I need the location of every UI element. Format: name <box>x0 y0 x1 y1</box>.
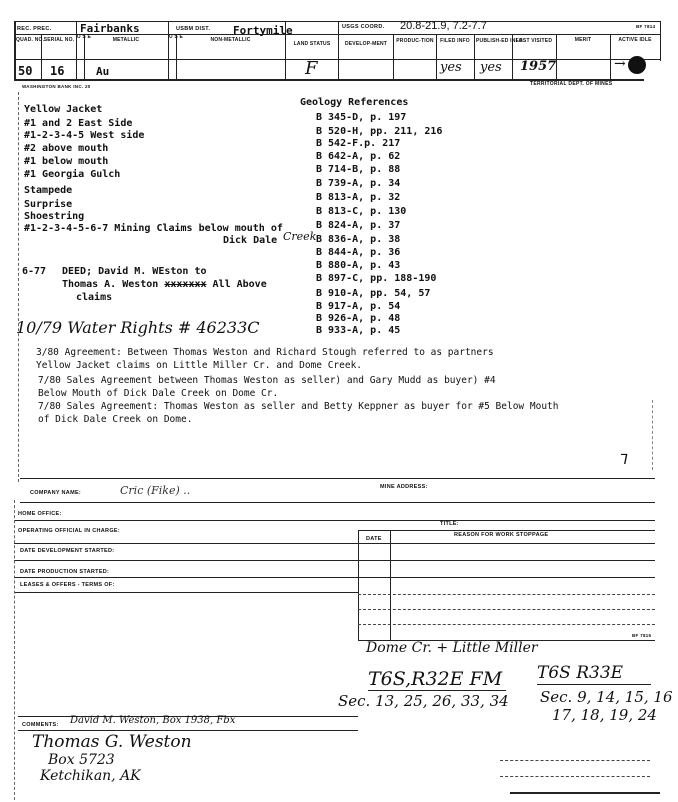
signature-3: Ketchikan, AK <box>40 768 141 784</box>
claim-5: #1 Georgia Gulch <box>24 169 121 180</box>
col-non-metallic: NON-METALLIC <box>210 37 251 43</box>
col-last-visited: LAST VISITED <box>515 38 553 44</box>
township-1: T6S,R32E FM <box>368 668 503 690</box>
geology-ref: B 714-B, p. 88 <box>316 164 401 175</box>
col-production: PRODUC-TION <box>396 38 434 44</box>
col-published-info: PUBLISH-ED INFO <box>476 38 523 44</box>
deed-line3: claims <box>76 292 113 303</box>
geology-ref: B 520-H, pp. 211, 216 <box>316 126 443 137</box>
land-status-value: F <box>305 58 318 79</box>
title-label: TITLE: <box>440 521 459 527</box>
geology-ref: B 836-A, p. 38 <box>316 234 401 245</box>
claim-8: Shoestring <box>24 211 85 222</box>
quad-value: 50 <box>18 64 33 78</box>
claim-2: #1-2-3-4-5 West side <box>24 130 145 141</box>
printer-label: WASHINGTON BANK INC. 20 <box>22 84 91 89</box>
claim-cont-hand: Creek <box>283 230 317 243</box>
claim-4: #1 below mouth <box>24 156 109 167</box>
geology-ref: B 910-A, pp. 54, 57 <box>316 288 431 299</box>
deed-line2: Thomas A. Weston xxxxxxx All Above <box>62 279 267 290</box>
form-number: BF 7814 <box>636 24 656 29</box>
col-metallic: METALLIC <box>112 37 140 43</box>
deed-date: 6-77 <box>22 266 47 277</box>
col-quad: QUAD. NO. <box>16 37 45 43</box>
deed-line1: DEED; David M. WEston to <box>62 266 207 277</box>
geology-title: Geology References <box>300 97 409 108</box>
township-1-sections: Sec. 13, 25, 26, 33, 34 <box>338 692 509 710</box>
agreement-4: 7/80 Sales Agreement: Thomas Weston as seller and Betty Keppner as buyer for #5 Below Mouth <box>38 401 559 412</box>
active-mark-icon: → <box>614 56 626 72</box>
serial-value: 16 <box>50 64 65 78</box>
territorial-label: TERRITORIAL DEPT. OF MINES <box>530 81 613 87</box>
corner-mark-icon: ⅂ <box>620 452 628 468</box>
claim-9: #1-2-3-4-5-6-7 Mining Claims below mouth of <box>24 223 283 234</box>
rec-prec-value: Fairbanks <box>80 22 140 35</box>
agreement-3: Below Mouth of Dick Dale Creek on Dome Cr. <box>38 388 279 399</box>
claim-0: Yellow Jacket <box>24 104 103 115</box>
claim-3: #2 above mouth <box>24 143 109 154</box>
township-2-sections-2: 17, 18, 19, 24 <box>552 706 657 724</box>
col-use-2: U S E <box>169 34 184 40</box>
prod-started-label: DATE PRODUCTION STARTED: <box>20 569 110 575</box>
usgs-coord-value: 20.8-21.9, 7.2-7.7 <box>400 20 487 32</box>
geology-ref: B 926-A, p. 48 <box>316 313 401 324</box>
reason-col-label: REASON FOR WORK STOPPAGE <box>454 532 549 538</box>
geology-ref: B 739-A, p. 34 <box>316 178 401 189</box>
township-2-sections-1: Sec. 9, 14, 15, 16 <box>540 688 673 706</box>
agreement-0: 3/80 Agreement: Between Thomas Weston and Richard Stough referred to as partners <box>36 347 494 358</box>
agreement-5: of Dick Dale Creek on Dome. <box>38 414 193 425</box>
usbm-dist-value: Fortymile <box>233 24 293 37</box>
rec-prec-label: REC. PREC. <box>17 26 52 32</box>
agreement-2: 7/80 Sales Agreement between Thomas Weston as seller) and Gary Mudd as buyer) #4 <box>38 375 496 386</box>
geology-ref: B 897-C, pp. 188-190 <box>316 273 437 284</box>
usbm-dist-label: USBM DIST. <box>176 26 211 32</box>
geology-ref: B 542-F.p. 217 <box>316 138 401 149</box>
claim-6: Stampede <box>24 185 73 196</box>
geology-ref: B 824-A, p. 37 <box>316 220 401 231</box>
col-land-status: LAND STATUS <box>293 41 331 47</box>
home-office-label: HOME OFFICE: <box>18 511 62 517</box>
metallic-value: Au <box>96 65 110 78</box>
comments-value: David M. Weston, Box 1938, Fbx <box>70 715 236 726</box>
dev-started-label: DATE DEVELOPMENT STARTED: <box>20 548 115 554</box>
claim-1: #1 and 2 East Side <box>24 118 133 129</box>
leases-label: LEASES & OFFERS - TERMS OF: <box>20 582 115 588</box>
geology-ref: B 880-A, p. 43 <box>316 260 401 271</box>
col-use-1: U S E <box>77 34 92 40</box>
geology-ref: B 642-A, p. 62 <box>316 151 401 162</box>
published-info-value: yes <box>480 60 502 75</box>
last-visited-value: 1957 <box>520 59 557 74</box>
mine-address-label: MINE ADDRESS: <box>380 484 428 490</box>
geology-ref: B 917-A, p. 54 <box>316 301 401 312</box>
usgs-coord-label: USGS COORD. <box>342 24 385 30</box>
col-active-idle: ACTIVE IDLE <box>618 37 652 43</box>
claim-cont: Dick Dale <box>223 235 278 246</box>
col-development: DEVELOP-MENT <box>344 41 388 47</box>
location-hand: Dome Cr. + Little Miller <box>366 640 538 656</box>
date-col-label: DATE <box>366 536 382 542</box>
active-dot-icon <box>628 56 646 74</box>
geology-ref: B 933-A, p. 45 <box>316 325 401 336</box>
township-2: T6S R33E <box>537 663 624 683</box>
claim-7: Surprise <box>24 199 73 210</box>
geology-ref: B 813-C, p. 130 <box>316 206 407 217</box>
operating-official-label: OPERATING OFFICIAL IN CHARGE: <box>18 528 120 534</box>
col-serial: SERIAL NO. <box>43 37 75 43</box>
agreement-1: Yellow Jacket claims on Little Miller Cr. and Dome Creek. <box>36 360 363 371</box>
geology-ref: B 345-D, p. 197 <box>316 112 407 123</box>
signature-1: Thomas G. Weston <box>32 732 192 752</box>
form-number-2: BF 7815 <box>632 633 652 638</box>
comments-label: COMMENTS: <box>22 722 59 728</box>
col-merit: MERIT <box>574 37 592 43</box>
water-rights: 10/79 Water Rights # 46233C <box>16 318 260 337</box>
geology-ref: B 844-A, p. 36 <box>316 247 401 258</box>
geology-ref: B 813-A, p. 32 <box>316 192 401 203</box>
company-name-value: Cric (Fike) .. <box>120 484 191 497</box>
filed-info-value: yes <box>440 60 462 75</box>
signature-2: Box 5723 <box>48 752 115 768</box>
col-filed-info: FILED INFO <box>440 38 470 44</box>
company-name-label: COMPANY NAME: <box>30 490 82 496</box>
